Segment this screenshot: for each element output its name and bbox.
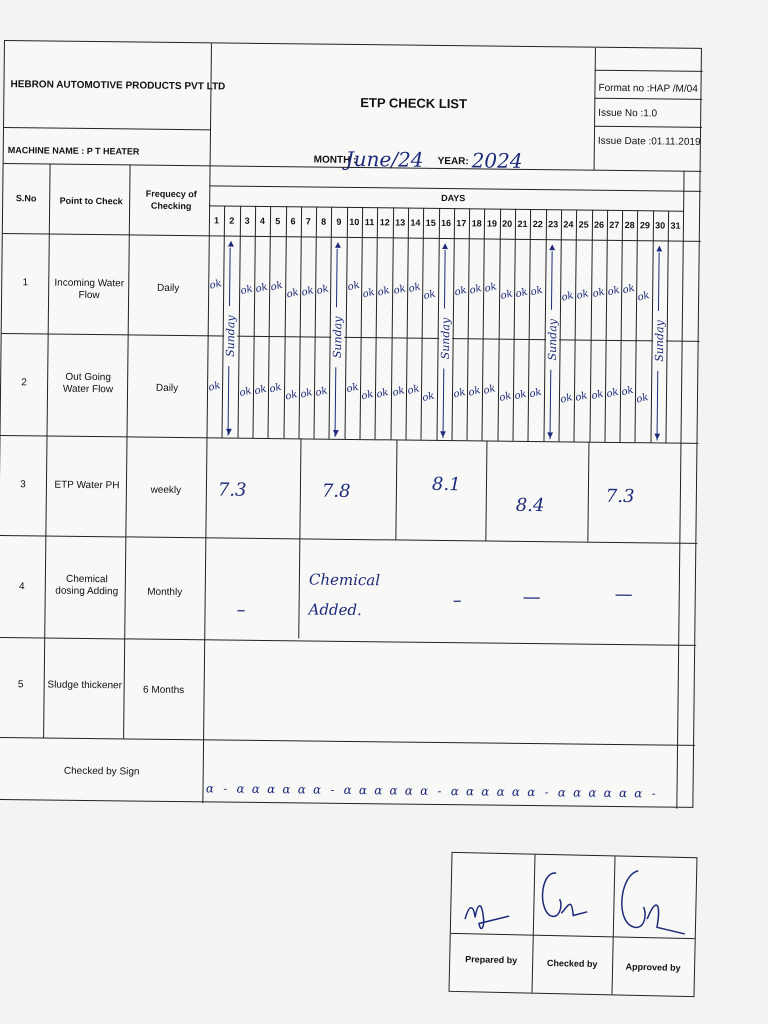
day-number: 8: [321, 216, 327, 227]
rule: [587, 442, 589, 542]
ok-mark-row-1: ok: [453, 284, 468, 299]
rule: [390, 207, 394, 439]
col-header-frequency: Frequecy of Checking: [145, 188, 197, 212]
sunday-dash: -: [223, 781, 228, 796]
ok-mark-row-2: ok: [482, 383, 498, 397]
rule: [4, 127, 210, 130]
col-header-point: Point to Check: [59, 195, 123, 207]
day-number: 19: [486, 218, 497, 229]
day-number: 20: [502, 218, 513, 229]
rule: [314, 207, 318, 439]
ok-mark-row-1: ok: [361, 286, 376, 301]
row-2-sno: 2: [21, 377, 27, 389]
col-header-days: DAYS: [441, 192, 466, 204]
day-number: 11: [364, 217, 375, 228]
dash-mark: –: [452, 590, 462, 612]
rule: [0, 737, 695, 746]
row-1-sno: 1: [22, 277, 29, 289]
ok-mark-row-1: ok: [483, 281, 499, 295]
dash-mark: —: [522, 586, 541, 609]
daily-initial: ɑ: [312, 782, 322, 797]
sunday-dash: -: [544, 785, 549, 800]
day-number: 29: [639, 220, 650, 231]
rule: [0, 637, 696, 646]
ok-mark-row-2: ok: [345, 381, 360, 396]
row-5-frequency: 6 Months: [142, 684, 185, 697]
ph-value-week-1: 7.3: [217, 479, 247, 501]
rule: [594, 126, 702, 128]
rule: [298, 206, 302, 438]
ok-mark-row-2: ok: [559, 392, 574, 406]
daily-initial: ɑ: [618, 786, 628, 801]
ok-mark-row-2: ok: [299, 387, 314, 401]
day-number: 31: [670, 220, 681, 231]
sunday-label: Sunday: [652, 311, 666, 371]
ok-mark-row-2: ok: [253, 383, 268, 398]
daily-initial: ɑ: [267, 782, 276, 797]
month-value: June/24: [345, 146, 424, 172]
ok-mark-row-2: ok: [467, 385, 482, 399]
ok-mark-row-2: ok: [237, 385, 253, 400]
ok-mark-row-1: ok: [560, 290, 575, 304]
rule: [0, 535, 697, 544]
daily-initial: ɑ: [389, 783, 398, 798]
daily-initial: ɑ: [511, 784, 521, 799]
machine-name: MACHINE NAME : P T HEATER: [7, 145, 140, 157]
day-number: 22: [532, 219, 543, 230]
ok-mark-row-1: ok: [407, 281, 422, 295]
row-3-sno: 3: [20, 479, 26, 491]
row-4-frequency: Monthly: [147, 586, 183, 599]
year-value: 2024: [471, 148, 523, 173]
daily-initial: ɑ: [282, 782, 291, 797]
daily-initial: ɑ: [343, 782, 352, 797]
rule: [3, 233, 701, 242]
chemical-added-note: Chemical Added.: [308, 570, 381, 620]
sunday-label: Sunday: [545, 310, 559, 370]
day-number: 27: [609, 219, 620, 230]
rule: [635, 210, 639, 442]
row-5-point: Sludge thickener: [47, 679, 122, 692]
ok-mark-row-2: ok: [268, 381, 283, 396]
rule: [210, 43, 212, 165]
daily-initial: ɑ: [465, 784, 475, 799]
rule: [574, 210, 578, 442]
ph-value-week-3: 8.1: [431, 473, 461, 496]
ok-mark-row-1: ok: [269, 279, 285, 294]
checked-by-sign-label: Checked by Sign: [63, 765, 140, 778]
rule: [268, 206, 272, 438]
rule: [43, 164, 51, 738]
ok-mark-row-1: ok: [468, 283, 483, 297]
ok-mark-row-1: ok: [208, 278, 223, 292]
day-number: 6: [290, 216, 296, 227]
daily-initial: ɑ: [297, 782, 306, 797]
rule: [344, 207, 348, 439]
ok-mark-row-1: ok: [606, 284, 621, 299]
daily-initial: ɑ: [450, 784, 459, 799]
rule: [604, 210, 608, 442]
issue-date: Issue Date :01.11.2019: [597, 135, 701, 148]
ok-mark-row-1: ok: [392, 283, 407, 297]
ok-mark-row-1: ok: [529, 284, 545, 299]
arrow-down-icon: ▼: [437, 428, 449, 441]
daily-initial: ɑ: [588, 785, 597, 800]
ok-mark-row-1: ok: [636, 290, 652, 304]
ok-mark-row-1: ok: [376, 285, 392, 299]
page-title: ETP CHECK LIST: [360, 95, 468, 112]
day-number: 30: [655, 220, 666, 231]
row-4-sno: 4: [18, 581, 25, 593]
ok-mark-row-2: ok: [360, 388, 375, 403]
rule: [594, 98, 702, 100]
signature-scribbles: [451, 853, 697, 938]
ok-mark-row-1: ok: [315, 283, 330, 297]
company-name: HEBRON AUTOMOTIVE PRODUCTS PVT LTD: [10, 79, 226, 93]
rule: [2, 333, 700, 342]
rule: [209, 205, 683, 211]
row-2-frequency: Daily: [155, 382, 179, 394]
rule: [209, 185, 701, 192]
ok-mark-row-2: ok: [314, 385, 329, 399]
arrow-up-icon: ▲: [333, 239, 344, 251]
col-header-sno: S.No: [15, 193, 37, 204]
row-4-point: Chemical dosing Adding: [55, 573, 119, 598]
ok-mark-row-1: ok: [499, 288, 514, 302]
daily-initial: ɑ: [420, 783, 429, 798]
rule: [421, 208, 425, 440]
day-number: 4: [259, 215, 266, 226]
daily-initial: ɑ: [527, 784, 536, 800]
day-number: 5: [275, 216, 281, 227]
ok-mark-row-2: ok: [620, 384, 635, 399]
ok-mark-row-1: ok: [514, 286, 529, 301]
daily-initial: ɑ: [374, 783, 383, 798]
ok-mark-row-1: ok: [300, 285, 315, 299]
daily-initial: ɑ: [251, 781, 261, 796]
day-number: 17: [456, 218, 467, 229]
day-number: 24: [563, 219, 574, 230]
daily-initial: ɑ: [634, 786, 643, 801]
daily-initial: ɑ: [358, 783, 368, 798]
daily-initial: ɑ: [573, 785, 582, 800]
rule: [237, 206, 241, 438]
ok-mark-row-2: ok: [605, 386, 620, 401]
day-number: 26: [593, 219, 605, 230]
arrow-up-icon: ▲: [654, 243, 665, 255]
rule: [594, 48, 596, 170]
ok-mark-row-2: ok: [498, 390, 513, 404]
ok-mark-row-2: ok: [635, 392, 651, 406]
arrow-down-icon: ▼: [330, 427, 341, 439]
arrow-down-icon: ▼: [545, 430, 556, 442]
sunday-dash: -: [437, 783, 442, 799]
ok-mark-row-1: ok: [239, 283, 254, 298]
day-number: 9: [336, 216, 342, 227]
ph-value-week-2: 7.8: [321, 480, 351, 502]
rule: [375, 207, 379, 439]
row-3-point: ETP Water PH: [54, 479, 120, 492]
ok-mark-row-1: ok: [346, 279, 361, 294]
sunday-label: Sunday: [224, 306, 238, 366]
daily-initial: ɑ: [236, 781, 245, 796]
day-number: 7: [305, 216, 311, 227]
ok-mark-row-1: ok: [254, 281, 269, 296]
ok-mark-row-2: ok: [589, 388, 605, 402]
day-number: 14: [410, 217, 421, 228]
day-number: 10: [349, 216, 360, 228]
sunday-label: Sunday: [331, 307, 345, 367]
day-number: 13: [395, 217, 406, 228]
ok-mark-row-2: ok: [390, 385, 406, 399]
daily-initial: ɑ: [603, 785, 612, 800]
day-number: 3: [244, 215, 250, 226]
rule: [485, 440, 487, 540]
arrow-up-icon: ▲: [225, 238, 236, 250]
rule: [497, 209, 501, 441]
rule: [202, 165, 210, 803]
daily-initial: ɑ: [404, 783, 414, 798]
rule: [283, 206, 287, 438]
ok-mark-row-1: ok: [422, 288, 437, 303]
rule: [123, 164, 131, 738]
rule: [252, 206, 256, 438]
dash-mark: —: [614, 583, 633, 606]
row-5-sno: 5: [17, 679, 24, 691]
arrow-down-icon: ▼: [652, 431, 663, 443]
day-number: 15: [425, 217, 436, 228]
arrow-up-icon: ▲: [547, 242, 558, 254]
rule: [1, 435, 699, 444]
issue-no: Issue No :1.0: [598, 107, 658, 120]
row-2-point: Out Going Water Flow: [62, 371, 114, 396]
ok-mark-row-1: ok: [575, 288, 590, 302]
rule: [620, 210, 624, 442]
rule: [359, 207, 363, 439]
daily-initial: ɑ: [496, 784, 505, 799]
daily-initial: ɑ: [205, 781, 215, 796]
day-number: 25: [578, 219, 589, 230]
day-number: 28: [624, 220, 635, 231]
ok-mark-row-1: ok: [284, 287, 300, 301]
row-1-point: Incoming Water Flow: [54, 277, 125, 302]
day-number: 12: [379, 217, 390, 228]
signature-box: [449, 852, 698, 997]
day-column-lines: [5, 41, 701, 49]
checked-by-label: Checked by: [546, 957, 598, 970]
ok-mark-row-2: ok: [513, 388, 528, 403]
day-number: 21: [517, 218, 528, 229]
daily-initial: ɑ: [557, 785, 567, 800]
year-label: YEAR:: [437, 155, 469, 168]
dash-mark: –: [236, 599, 246, 621]
row-1-frequency: Daily: [157, 282, 180, 295]
day-number: 23: [548, 219, 559, 230]
sunday-label: Sunday: [438, 308, 452, 368]
arrow-down-icon: ▼: [223, 426, 234, 438]
prepared-by-label: Prepared by: [465, 954, 518, 966]
format-no: Format no :HAP /M/04: [598, 82, 698, 95]
day-number: 18: [471, 218, 482, 229]
ok-mark-row-2: ok: [375, 387, 390, 401]
rule: [512, 209, 516, 441]
row-3-frequency: weekly: [150, 484, 182, 497]
rule: [595, 70, 703, 72]
checklist-sheet: [0, 40, 702, 973]
month-label: MONTH :: [313, 154, 357, 167]
rule: [677, 171, 685, 809]
ph-value-week-4: 8.4: [515, 494, 545, 517]
rule: [482, 208, 486, 440]
approved-by-label: Approved by: [625, 961, 681, 973]
ok-mark-row-1: ok: [591, 286, 606, 301]
ok-mark-row-2: ok: [283, 389, 299, 403]
ok-mark-row-2: ok: [207, 380, 222, 394]
rule: [405, 208, 409, 440]
daily-initial: ɑ: [481, 784, 490, 799]
sunday-dash: -: [651, 786, 656, 801]
sunday-dash: -: [330, 782, 335, 797]
rule: [395, 439, 397, 539]
rule: [589, 210, 593, 442]
day-number: 16: [440, 217, 452, 229]
ph-value-week-5: 7.3: [605, 485, 635, 508]
checklist-form: [0, 40, 702, 808]
day-number: 2: [229, 215, 235, 226]
ok-mark-row-2: ok: [452, 386, 467, 401]
arrow-up-icon: ▲: [440, 240, 451, 253]
ok-mark-row-2: ok: [421, 390, 436, 405]
ok-mark-row-2: ok: [528, 386, 543, 401]
ok-mark-row-2: ok: [574, 390, 589, 404]
ok-mark-row-2: ok: [406, 383, 421, 397]
ok-mark-row-1: ok: [621, 282, 636, 297]
rule: [528, 209, 532, 441]
day-number: 1: [213, 215, 220, 226]
rule: [467, 208, 471, 440]
